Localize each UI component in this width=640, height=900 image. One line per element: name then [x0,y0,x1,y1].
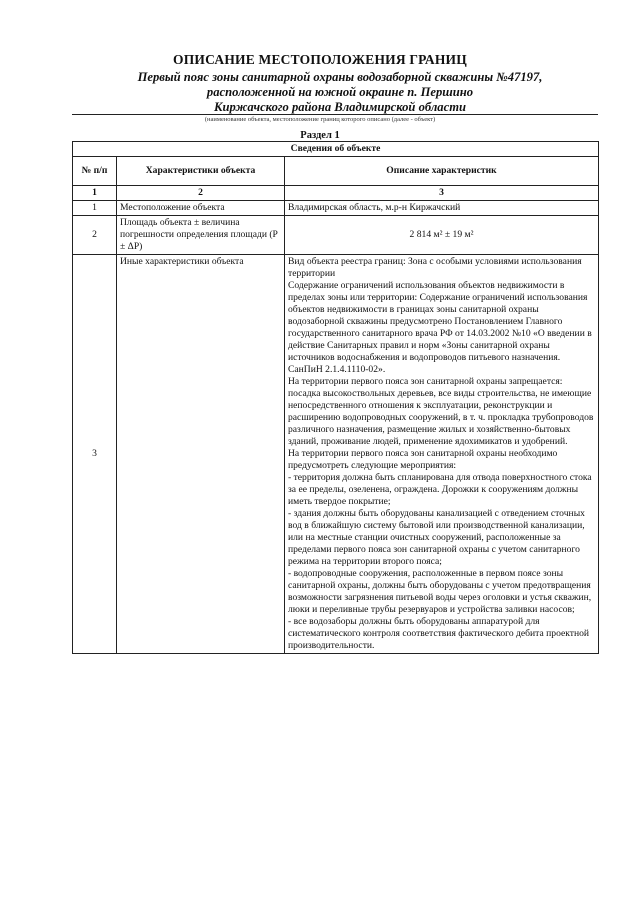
row-number: 2 [73,216,117,255]
description-paragraph: На территории первого пояса зон санитарной охраны запрещается: посадка высокоствольных деревьев, все виды строительства, не имеющие непосредственного отношения к эксплуатации, реконструкции и расширению водопроводных сооружений, в т. ч. прокладка трубопроводов различного назначения, размещение жилых и хозяйственно-бытовых зданий, проживание людей, применение ядохимикатов и удобрений. [288,376,594,447]
description-paragraph: - территория должна быть спланирована для отвода поверхностного стока за ее пределы, озеленена, ограждена. Дорожки к сооружениям должны иметь твердое покрытие; [288,472,592,507]
description-paragraph: Содержание ограничений использования объектов недвижимости в пределах зоны или территории: Содержание ограничений использования объектов недвижимости в границах зоны санитарной охраны водозаборной скважины предусмотрено Постановлением Главного государственного санитарного врача РФ от 14.03.2002 №10 «О введении в действие Санитарных правил и норм «Зоны санитарной охраны источников водоснабжения и водопроводов питьевого назначения. СанПиН 2.1.4.1110-02». [288,280,592,375]
description-paragraph: - здания должны быть оборудованы канализацией с отведением сточных вод в ближайшую систему бытовой или производственной канализации, или на местные станции очистных сооружений, расположенные за пределами первого пояса зон санитарной охраны с учетом санитарного режима на территории второго пояса; [288,508,585,567]
header-num: № п/п [73,157,117,186]
description-paragraph: На территории первого пояса зон санитарной охраны необходимо предусмотреть следующие мероприятия: [288,448,558,471]
document-title: ОПИСАНИЕ МЕСТОПОЛОЖЕНИЯ ГРАНИЦ [173,52,467,67]
object-caption: (наименование объекта, местоположение границ которого описано (далее - объект) [204,116,436,123]
description-paragraph: - водопроводные сооружения, расположенные в первом поясе зоны санитарной охраны, должны быть оборудованы с учетом предотвращения возможности загрязнения питьевой воды через оголовки и устья скважин, люки и переливные трубы резервуаров и устройства заливки насосов; [288,568,592,615]
subtitle-line-1: Первый пояс зоны санитарной охраны водозаборной скважины №47197, [137,70,543,84]
header-description: Описание характеристик [285,157,599,186]
row-characteristic: Площадь объекта ± величина погрешности определения площади (P ± ΔP) [117,216,285,255]
table-row [73,255,599,654]
subtitle-line-2: расположенной на южной окраине п. Першино [206,85,474,99]
table-title-row [73,142,599,157]
subtitle-line-3: Киржачского района Владимирской области [213,100,466,114]
object-info-table [72,141,599,654]
row-value: 2 814 м² ± 19 м² [285,216,599,255]
column-number-row [73,186,599,201]
section-heading: Раздел 1 [300,130,340,141]
row-value [285,255,599,654]
column-number: 2 [117,186,285,201]
row-number: 1 [73,201,117,216]
description-paragraph: - все водозаборы должны быть оборудованы аппаратурой для систематического контроля соответствия фактического дебита проектной производительности. [288,616,590,651]
column-number: 3 [285,186,599,201]
table-header-row [73,157,599,186]
table-title: Сведения об объекте [73,142,599,157]
header-characteristic: Характеристики объекта [117,157,285,186]
row-characteristic: Местоположение объекта [117,201,285,216]
table-row [73,216,599,255]
subtitle-underline [72,114,598,115]
row-value: Владимирская область, м.р-н Киржачский [285,201,599,216]
row-characteristic: Иные характеристики объекта [117,255,285,654]
description-paragraph: Вид объекта реестра границ: Зона с особыми условиями использования территории [288,256,582,279]
table-row [73,201,599,216]
column-number: 1 [73,186,117,201]
row-number: 3 [73,255,117,654]
